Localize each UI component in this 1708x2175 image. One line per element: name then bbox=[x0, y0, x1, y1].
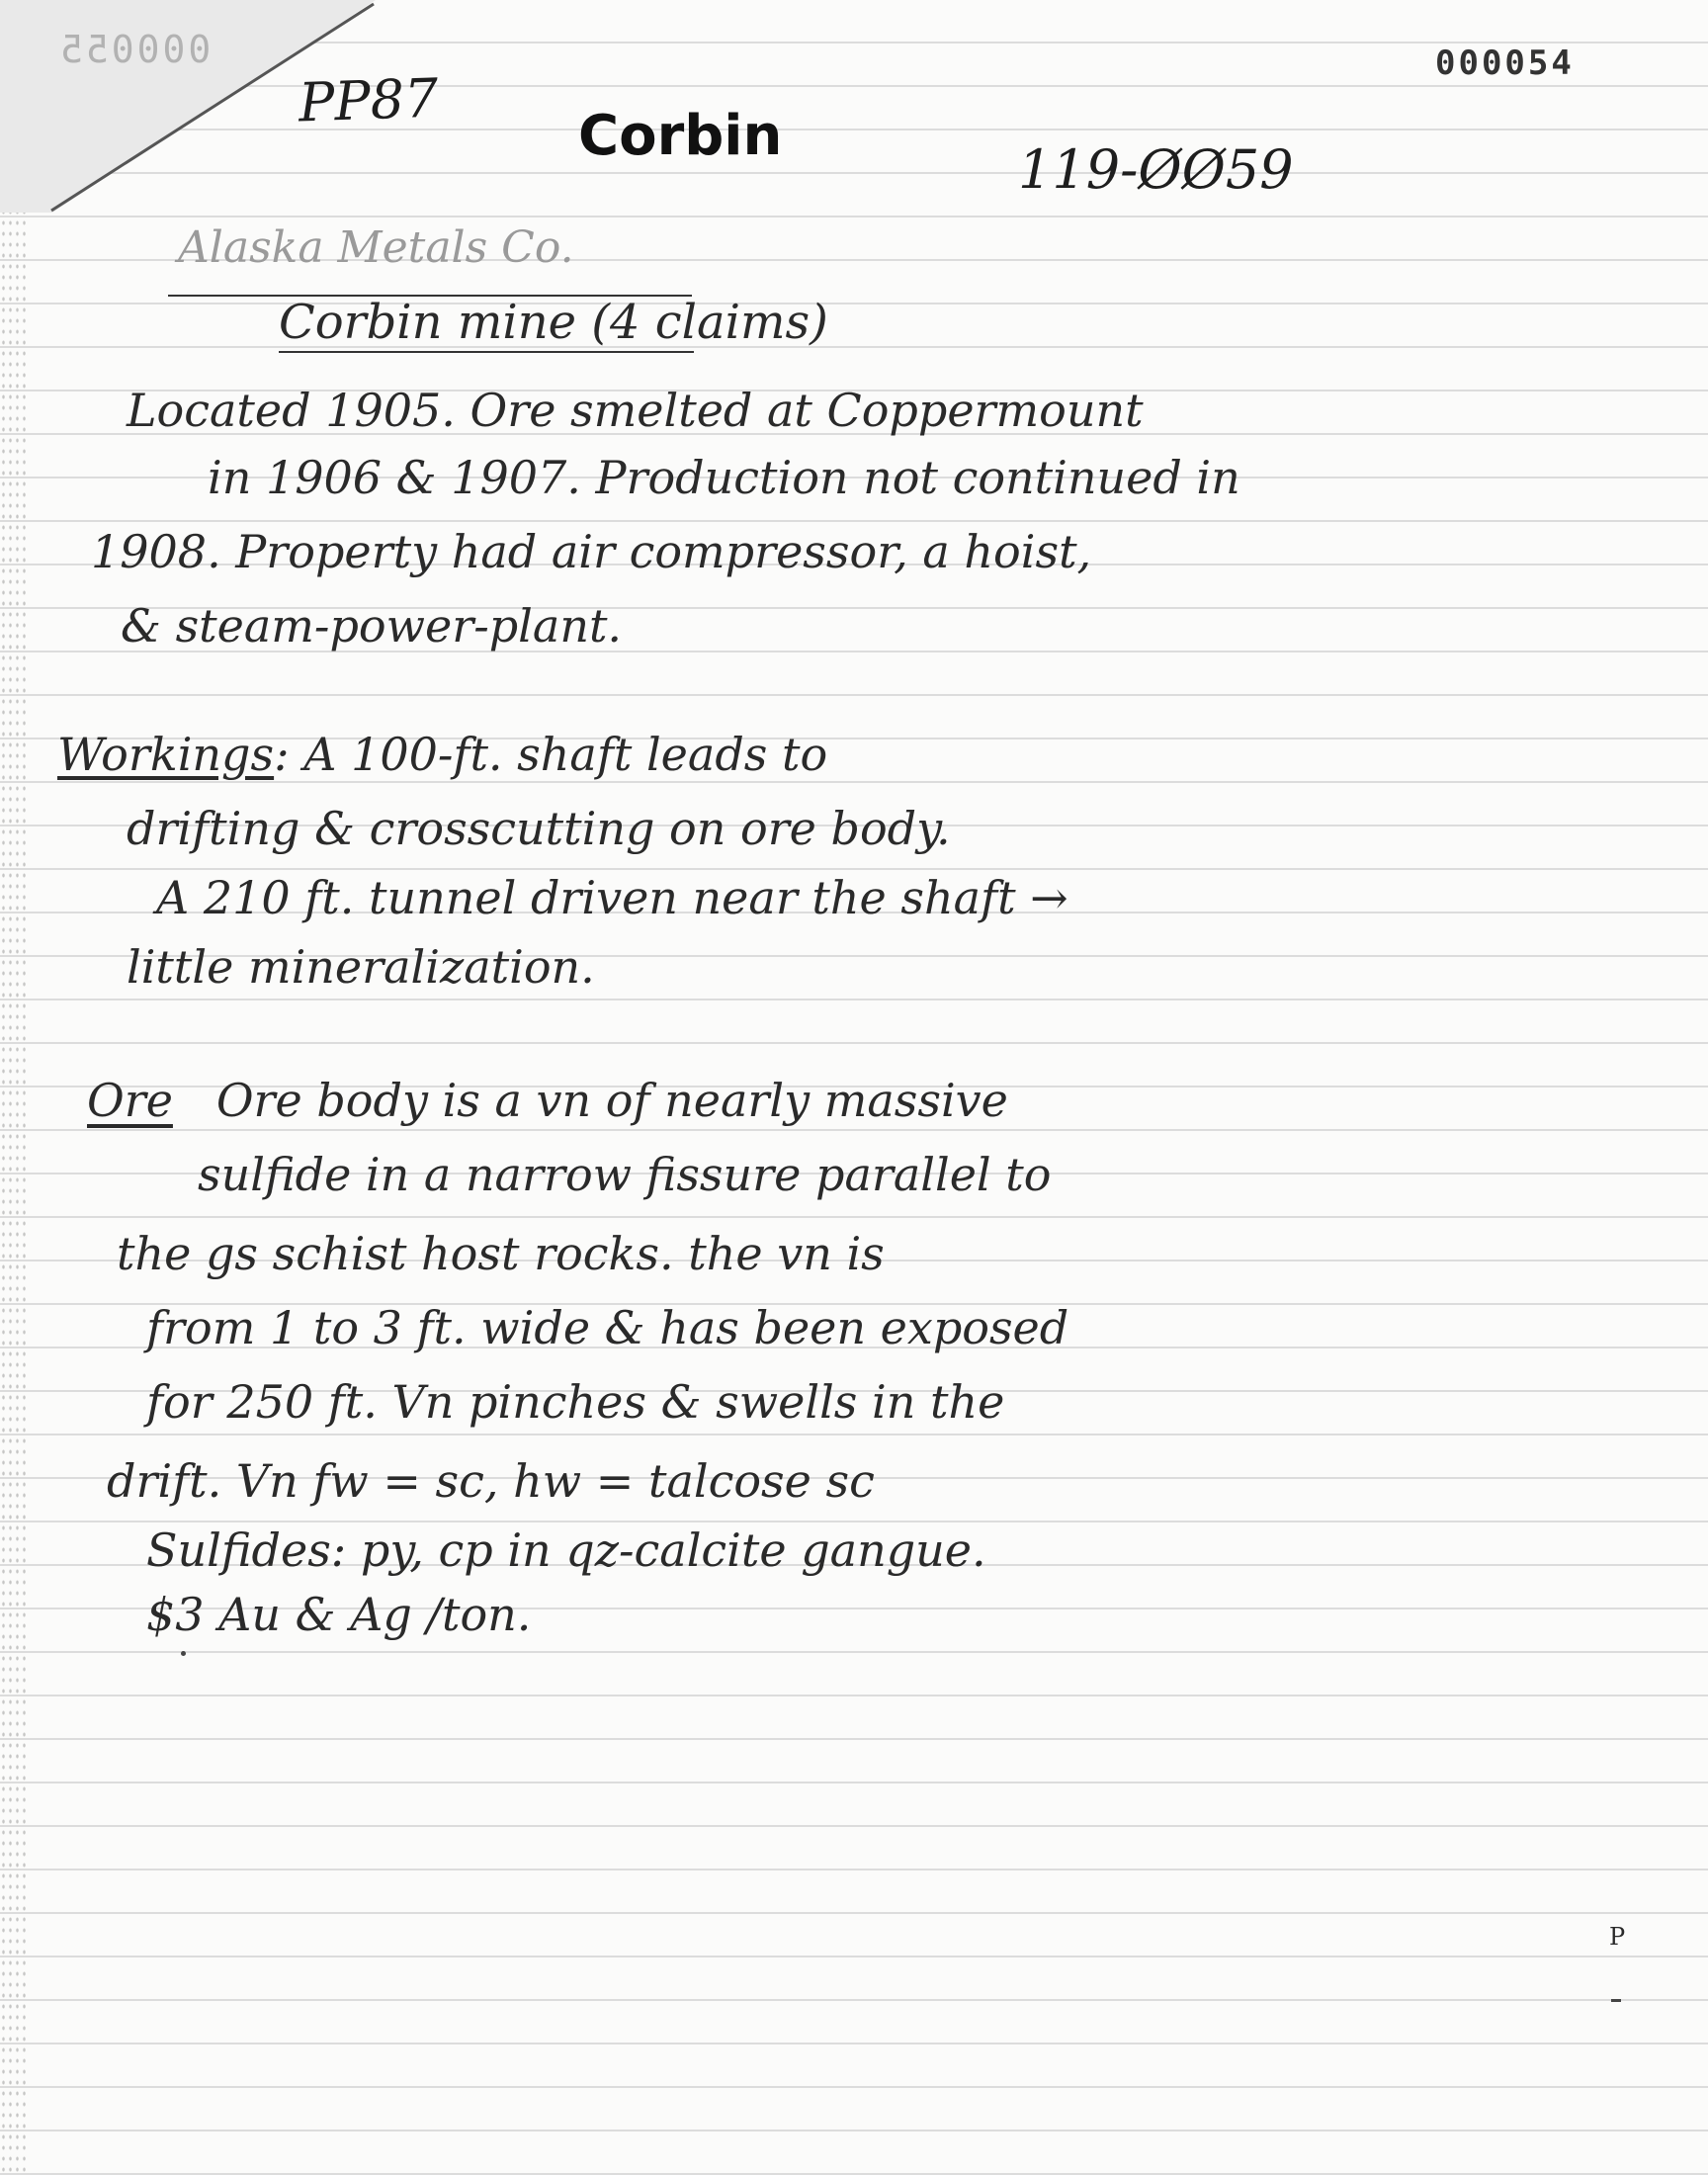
ore-line: Ore body is a vn of nearly massive bbox=[215, 1074, 1008, 1127]
ore-line: sulfide in a narrow fissure parallel to bbox=[198, 1148, 1052, 1201]
ore-line: for 250 ft. Vn pinches & swells in the bbox=[146, 1375, 1005, 1429]
property-name: Corbin bbox=[578, 104, 783, 168]
ore-line: drift. Vn fw = sc, hw = talcose sc bbox=[107, 1454, 875, 1508]
history-line: Located 1905. Ore smelted at Coppermount bbox=[127, 384, 1144, 437]
workings-heading: Workings bbox=[57, 728, 275, 781]
workings-line: : A 100-ft. shaft leads to bbox=[274, 728, 828, 781]
record-number: 119-ØØ59 bbox=[1018, 138, 1294, 201]
mirrored-bates-stamp: 000055 bbox=[57, 28, 212, 71]
workings-first-line bbox=[57, 728, 828, 781]
bates-page-number: 000054 bbox=[1435, 44, 1575, 83]
workings-line: A 210 ft. tunnel driven near the shaft → bbox=[156, 871, 1068, 924]
history-line: 1908. Property had air compressor, a hoist, bbox=[91, 525, 1092, 578]
scan-edge-speckle bbox=[0, 0, 26, 2175]
margin-mark: P bbox=[1609, 1923, 1626, 1951]
ink-dot bbox=[181, 1651, 186, 1656]
mine-title-underline bbox=[279, 351, 694, 353]
workings-line: drifting & crosscutting on ore body. bbox=[127, 802, 951, 855]
company-name: Alaska Metals Co. bbox=[178, 222, 574, 273]
ore-line: Sulfides: py, cp in qz-calcite gangue. bbox=[146, 1523, 986, 1577]
ore-line: $3 Au & Ag /ton. bbox=[146, 1588, 532, 1641]
mine-title: Corbin mine (4 claims) bbox=[279, 295, 828, 350]
ore-first-line bbox=[87, 1074, 1008, 1127]
workings-line: little mineralization. bbox=[127, 940, 595, 994]
ore-heading: Ore bbox=[87, 1074, 173, 1127]
history-line: in 1906 & 1907. Production not continued in bbox=[208, 451, 1240, 504]
margin-dash bbox=[1611, 1999, 1621, 2002]
reference-code: PP87 bbox=[297, 66, 440, 134]
ore-line: from 1 to 3 ft. wide & has been exposed bbox=[146, 1301, 1069, 1354]
ore-line: the gs schist host rocks. the vn is bbox=[117, 1227, 885, 1280]
history-line: & steam-power-plant. bbox=[121, 599, 623, 652]
